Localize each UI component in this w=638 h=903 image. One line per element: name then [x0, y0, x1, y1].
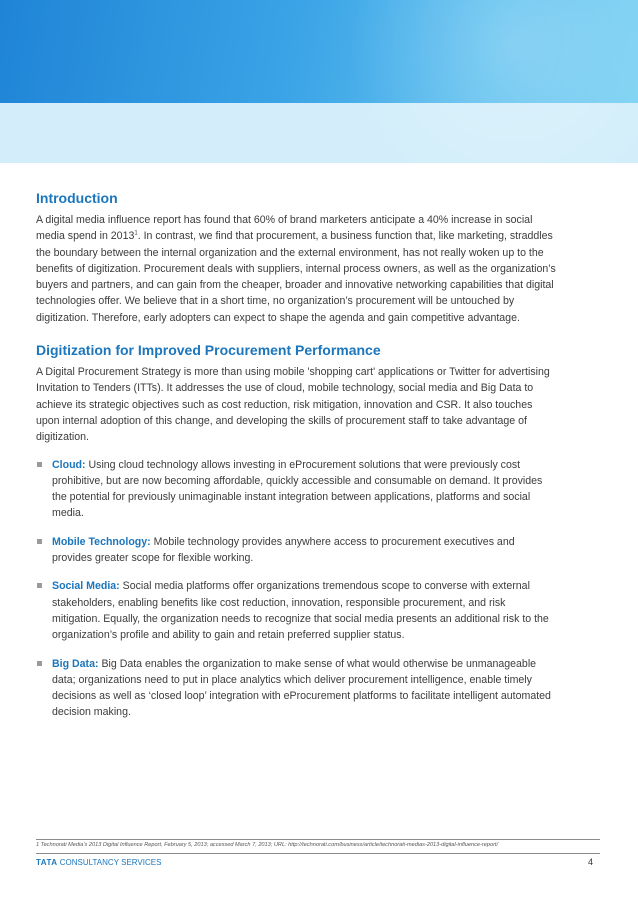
- logo-name: CONSULTANCY SERVICES: [57, 858, 162, 867]
- header-banner: [0, 0, 638, 163]
- square-bullet-icon: [37, 661, 42, 666]
- main-content: [36, 190, 556, 733]
- bullet-term: Big Data:: [52, 657, 99, 670]
- bullet-term: Social Media:: [52, 580, 120, 593]
- digitization-paragraph: A Digital Procurement Strategy is more than using mobile 'shopping cart' applications or Twitter for advertising Invitation to Tenders (ITTs). It addresses the use of cloud, mobile technology, social media and Big Data to achieve its strategic objectives such as cost reduction, risk mitigation, innovation and CSR. It also touches upon internal adoption of this change, and developing the skills of procurement staff to take advantage of digitization.: [36, 366, 550, 444]
- digitization-bullet-list: [36, 457, 556, 721]
- footer-divider: [36, 853, 600, 854]
- footnote-divider: [36, 839, 600, 840]
- footnote: 1 Technorati Media’s 2013 Digital Influence Report, February 5, 2013; accessed March 7, 2013; URL: http://technorati.com/business/article/technorati-medias-2013-digital-influence-report/: [36, 842, 499, 848]
- page-number: 4: [588, 857, 594, 867]
- square-bullet-icon: [37, 462, 42, 467]
- company-logo: [36, 858, 161, 867]
- bullet-mobile-technology: [36, 534, 556, 567]
- bullet-cloud: [36, 457, 556, 522]
- bullet-text: Using cloud technology allows investing in eProcurement solutions that were previously cost prohibitive, but are now becoming affordable, quickly accessible and consumable on demand. It provides the potential for previously unimaginable instant integration between applications, platforms and social media.: [52, 458, 543, 520]
- bullet-big-data: [36, 656, 556, 721]
- bullet-text: Big Data enables the organization to make sense of what would otherwise be unmanageable data; organizations need to put in place analytics which deliver procurement intelligence, enable timely decisions as well as ‘closed loop’ integration with eProcurement platforms to facilitate intelligent automated decision making.: [52, 657, 551, 719]
- intro-paragraph: [36, 212, 556, 326]
- logo-tata: TATA: [36, 858, 58, 867]
- square-bullet-icon: [37, 539, 42, 544]
- bullet-text: Mobile technology provides anywhere access to procurement executives and provides greater scope for flexible working.: [52, 535, 515, 565]
- banner-highlight: [348, 0, 638, 163]
- bullet-text: Social media platforms offer organizations tremendous scope to converse with external stakeholders, enabling benefits like cost reduction, innovation, responsible procurement, and risk mitigation. Equally, the organization needs to recognize that social media presents an additional risk to the organization’s profile and ability to gain and retain preferred supplier status.: [52, 580, 549, 642]
- intro-text-part-1: A digital media influence report has found that 60% of brand marketers anticipate a 40% increase in social media spend in 2013: [36, 214, 533, 243]
- footnote-reference[interactable]: 1: [134, 230, 138, 237]
- digitization-heading: Digitization for Improved Procurement Performance: [36, 342, 381, 359]
- bullet-term: Mobile Technology:: [52, 535, 151, 548]
- intro-text-part-2: . In contrast, we find that procurement, a business function that, like marketing, straddles the boundary between the internal organization and the external environment, has not really woken up to the benefits of digitization. Procurement deals with suppliers, internal process owners, as well as the organization’s buyers and partners, and can gain from the cheaper, broader and innovative networking capabilities that digital technologies offer. We believe that in a short time, no organization’s procurement will be untouched by digitization. Therefore, early adopters can expect to shape the agenda and gain competitive advantage.: [36, 230, 556, 324]
- intro-heading: Introduction: [36, 190, 118, 206]
- bullet-social-media: [36, 578, 556, 643]
- bullet-term: Cloud:: [52, 458, 86, 471]
- square-bullet-icon: [37, 583, 42, 588]
